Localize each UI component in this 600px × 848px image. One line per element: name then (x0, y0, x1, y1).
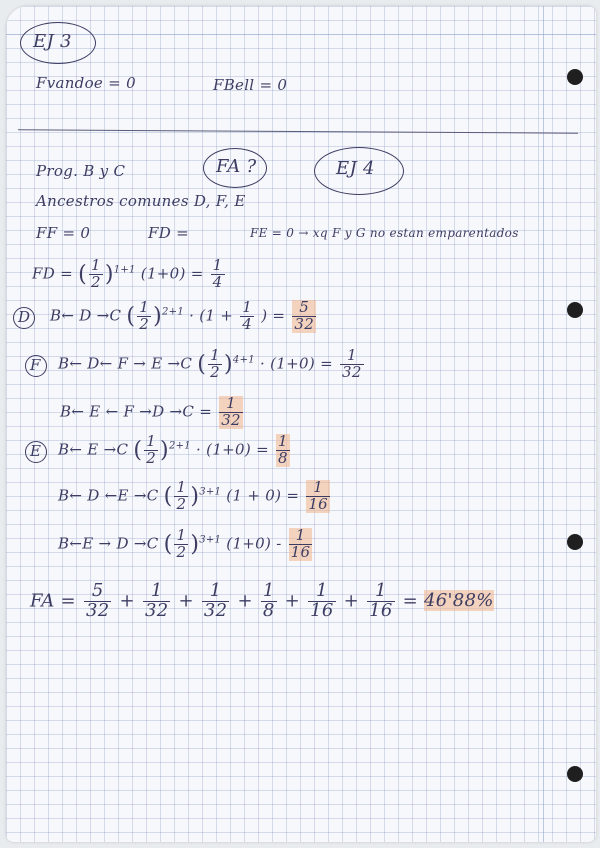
d-frac-den: 2 (139, 314, 150, 333)
e2-factor: (1 + 0) = (226, 486, 300, 505)
plus-sign: + (284, 590, 301, 612)
e1-frac-den: 2 (146, 448, 157, 467)
d-res-den: 32 (294, 314, 315, 333)
e3-frac-num: 1 (176, 526, 187, 544)
term-num: 1 (143, 582, 171, 602)
d-res-num: 5 (292, 300, 316, 317)
total-line (30, 582, 494, 621)
term-den: 8 (262, 599, 275, 621)
term-den: 16 (310, 599, 334, 621)
paren-open: ( (163, 483, 173, 509)
total-lhs: FA = (30, 590, 76, 612)
d-frac-num: 1 (139, 298, 150, 316)
paren-open: ( (133, 437, 143, 463)
fd-line (32, 258, 227, 291)
paren-close: ) (153, 303, 163, 329)
f1-res-num: 1 (340, 348, 364, 365)
d-factor-num: 1 (242, 298, 253, 316)
f-vandoe-text: Fvandoe = 0 (36, 74, 136, 92)
total-term (202, 582, 230, 621)
binder-hole (567, 534, 583, 550)
term-num: 5 (84, 582, 112, 602)
total-result: 46'88% (424, 590, 494, 612)
total-term (261, 582, 277, 621)
f1-fraction (208, 348, 222, 381)
total-eq: = (402, 590, 418, 612)
e2-exponent: 3+1 (199, 486, 222, 498)
f1-result (340, 348, 364, 381)
term-den: 32 (85, 599, 110, 621)
top-margin-line (6, 34, 596, 35)
f1-frac-num: 1 (210, 346, 221, 364)
plus-sign: + (237, 590, 253, 612)
binder-hole (567, 766, 583, 782)
e-path1-text: B← E →C (58, 440, 129, 459)
plus-sign: + (178, 590, 194, 612)
paren-close: ) (224, 351, 233, 377)
f-path2-line (60, 396, 245, 429)
total-term (367, 582, 395, 621)
fd-frac-den: 2 (90, 272, 101, 291)
f2-result (219, 396, 243, 429)
e1-factor: · (1+0) = (196, 440, 269, 459)
fa-question-text: FA ? (216, 156, 257, 177)
e1-result (276, 434, 290, 467)
paren-close: ) (190, 531, 200, 557)
e-path3-text: B←E → D →C (58, 534, 159, 553)
paren-open: ( (78, 261, 87, 287)
e1-fraction (144, 434, 158, 467)
d-fraction (137, 300, 151, 333)
e2-res-den: 16 (308, 494, 328, 513)
f-bell-text: FBell = 0 (213, 76, 288, 94)
e-path2-line (58, 480, 332, 513)
e1-exponent: 2+1 (168, 440, 191, 452)
e2-frac-den: 2 (176, 494, 187, 513)
e3-factor: (1+0) - (226, 534, 282, 553)
d-factor-pre: · (1 + (189, 306, 234, 325)
f1-exponent: 4+1 (232, 354, 255, 366)
fd-eq-text: FD = (148, 224, 189, 242)
e3-res-den: 16 (290, 542, 311, 561)
fd-eq: = (60, 264, 73, 283)
d-exponent: 2+1 (162, 306, 185, 318)
fd-fraction (89, 258, 103, 291)
term-num: 1 (202, 582, 230, 602)
f-tag: F (30, 356, 41, 374)
f1-res-den: 32 (342, 362, 362, 381)
e3-frac-den: 2 (176, 542, 187, 561)
fd-res-num: 1 (212, 256, 223, 274)
e-path1-line (58, 434, 292, 467)
d-path-line (50, 300, 318, 333)
paren-close: ) (190, 483, 200, 509)
term-den: 16 (369, 599, 393, 621)
ff-text: FF = 0 (36, 224, 91, 242)
total-term (143, 582, 171, 621)
e3-result (289, 528, 313, 561)
e2-fraction (174, 480, 188, 513)
d-path-text: B← D →C (50, 306, 122, 325)
d-result (292, 300, 316, 333)
f-path1-text: B← D← F → E →C (58, 354, 193, 373)
e1-res-num: 1 (278, 432, 288, 450)
f-path1-line (58, 348, 366, 381)
e-path2-text: B← D ←E →C (58, 486, 159, 505)
fd-factor: (1+0) = (140, 264, 204, 283)
e-tag: E (30, 442, 42, 460)
term-num: 1 (262, 580, 275, 601)
f2-res-num: 1 (219, 396, 243, 413)
d-factor-post: ) = (261, 306, 286, 325)
f1-factor: · (1+0) = (260, 354, 333, 373)
paren-open: ( (126, 303, 136, 329)
f-path2-text: B← E ← F →D →C = (60, 402, 213, 421)
f2-res-den: 32 (221, 410, 241, 429)
fd-result (211, 258, 225, 291)
fd-exponent: 1+1 (113, 264, 136, 276)
d-tag: D (18, 308, 31, 326)
e3-res-num: 1 (289, 528, 313, 545)
e1-frac-num: 1 (146, 432, 157, 450)
prog-text: Prog. B y C (36, 162, 126, 180)
ej3-label: EJ 3 (33, 31, 72, 52)
e-path3-line (58, 528, 314, 561)
paren-close: ) (104, 261, 114, 287)
paren-open: ( (163, 531, 173, 557)
term-num: 1 (308, 582, 336, 602)
binder-hole (567, 302, 583, 318)
fd-frac-num: 1 (90, 256, 101, 274)
e3-fraction (174, 528, 188, 561)
fd-res-den: 4 (212, 272, 223, 291)
plus-sign: + (343, 590, 360, 612)
e1-res-den: 8 (278, 448, 288, 467)
ej4-label: EJ 4 (336, 158, 375, 179)
f1-frac-den: 2 (210, 362, 221, 381)
term-den: 32 (144, 599, 169, 621)
plus-sign: + (119, 590, 135, 612)
paren-open: ( (197, 351, 207, 377)
fe-note-text: FE = 0 → xq F y G no estan emparentados (250, 226, 519, 240)
e2-res-num: 1 (306, 480, 330, 497)
e2-result (306, 480, 330, 513)
binder-hole (567, 69, 583, 85)
paren-close: ) (160, 437, 169, 463)
fd-lhs: FD (32, 264, 56, 283)
term-num: 1 (367, 582, 395, 602)
d-factor-den: 4 (242, 314, 253, 333)
term-den: 32 (203, 599, 228, 621)
total-term (84, 582, 112, 621)
ancestors-text: Ancestros comunes D, F, E (36, 192, 246, 210)
e3-exponent: 3+1 (199, 534, 222, 546)
total-term (308, 582, 336, 621)
e2-frac-num: 1 (176, 478, 187, 496)
margin-line (543, 6, 544, 842)
d-factor-fraction (240, 300, 254, 333)
